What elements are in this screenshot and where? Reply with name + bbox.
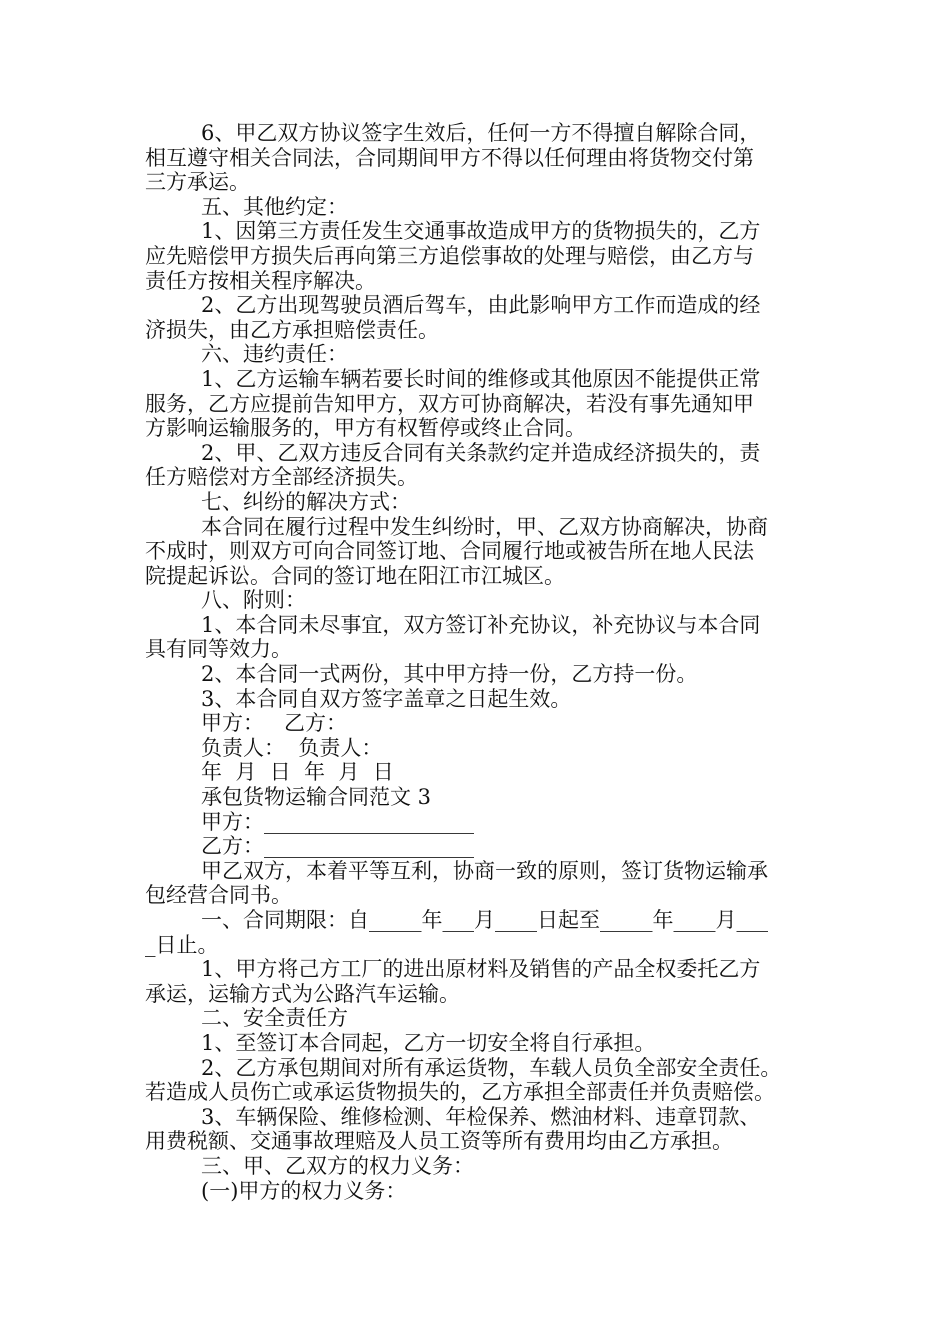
text-line: 1、至签订本合同起，乙方一切安全将自行承担。 [201,1030,656,1055]
text-line: 责任方按相关程序解决。 [145,268,376,293]
text-line: _日止。 [145,932,219,957]
text-line: 具有同等效力。 [145,637,292,662]
text-line: 年 月 日 年 月 日 [201,760,394,785]
text-line: 负责人： 负责人： [201,735,383,760]
text-line: 3、车辆保险、维修检测、年检保养、燃油材料、违章罚款、 [201,1104,761,1129]
text-line: 服务，乙方应提前告知甲方，双方可协商解决，若没有事先通知甲 [145,391,754,416]
text-line: 三、甲、乙双方的权力义务： [201,1153,474,1178]
text-line: 方影响运输服务的，甲方有权暂停或终止合同。 [145,416,586,441]
text-line: 本合同在履行过程中发生纠纷时，甲、乙双方协商解决，协商 [201,514,768,539]
text-line: 用费税额、交通事故理赔及人员工资等所有费用均由乙方承担。 [145,1129,733,1154]
text-line: 一、合同期限：自_____年___月____日起至_____年____月___ [201,908,768,932]
text-line: 若造成人员伤亡或承运货物损失的，乙方承担全部责任并负责赔偿。 [145,1080,775,1105]
text-line: 五、其他约定： [201,194,348,219]
text-line: 乙方：____________________ [201,834,474,859]
text-line: 2、乙方出现驾驶员酒后驾车，由此影响甲方工作而造成的经 [201,293,761,318]
text-line: 六、违约责任： [201,342,348,367]
text-line: 任方赔偿对方全部经济损失。 [145,465,418,490]
text-line: 不成时，则双方可向合同签订地、合同履行地或被告所在地人民法 [145,539,754,564]
text-line: 6、甲乙双方协议签字生效后，任何一方不得擅自解除合同， [201,121,761,145]
text-line: 承运，运输方式为公路汽车运输。 [145,981,460,1006]
text-line: 2、本合同一式两份，其中甲方持一份，乙方持一份。 [201,662,698,687]
text-line: 院提起诉讼。合同的签订地在阳江市江城区。 [145,563,565,588]
text-line: 济损失，由乙方承担赔偿责任。 [145,317,439,342]
text-line: 甲方：____________________ [201,809,474,834]
text-line: 甲乙双方，本着平等互利，协商一致的原则，签订货物运输承 [201,858,768,883]
text-line: 三方承运。 [145,170,250,195]
text-line: 甲方： 乙方： [201,711,348,736]
text-line: 应先赔偿甲方损失后再向第三方追偿事故的处理与赔偿，由乙方与 [145,243,754,268]
text-line: 七、纠纷的解决方式： [201,489,411,514]
text-line: 八、附则： [201,588,306,613]
text-line: (一)甲方的权力义务： [201,1178,407,1203]
document-body [145,121,810,1203]
text-line: 1、乙方运输车辆若要长时间的维修或其他原因不能提供正常 [201,366,761,391]
text-line: 二、安全责任方 [201,1006,348,1031]
text-line: 2、甲、乙双方违反合同有关条款约定并造成经济损失的，责 [201,440,761,465]
text-line: 承包货物运输合同范文 3 [201,785,432,810]
text-line: 1、甲方将己方工厂的进出原材料及销售的产品全权委托乙方 [201,957,761,982]
text-line: 1、本合同未尽事宜，双方签订补充协议，补充协议与本合同 [201,612,761,637]
text-line: 1、因第三方责任发生交通事故造成甲方的货物损失的，乙方 [201,219,761,244]
text-line: 包经营合同书。 [145,883,292,908]
text-line: 2、乙方承包期间对所有承运货物，车载人员负全部安全责任。 [201,1055,782,1080]
text-line: 3、本合同自双方签字盖章之日起生效。 [201,686,572,711]
text-line: 相互遵守相关合同法，合同期间甲方不得以任何理由将货物交付第 [145,145,754,170]
